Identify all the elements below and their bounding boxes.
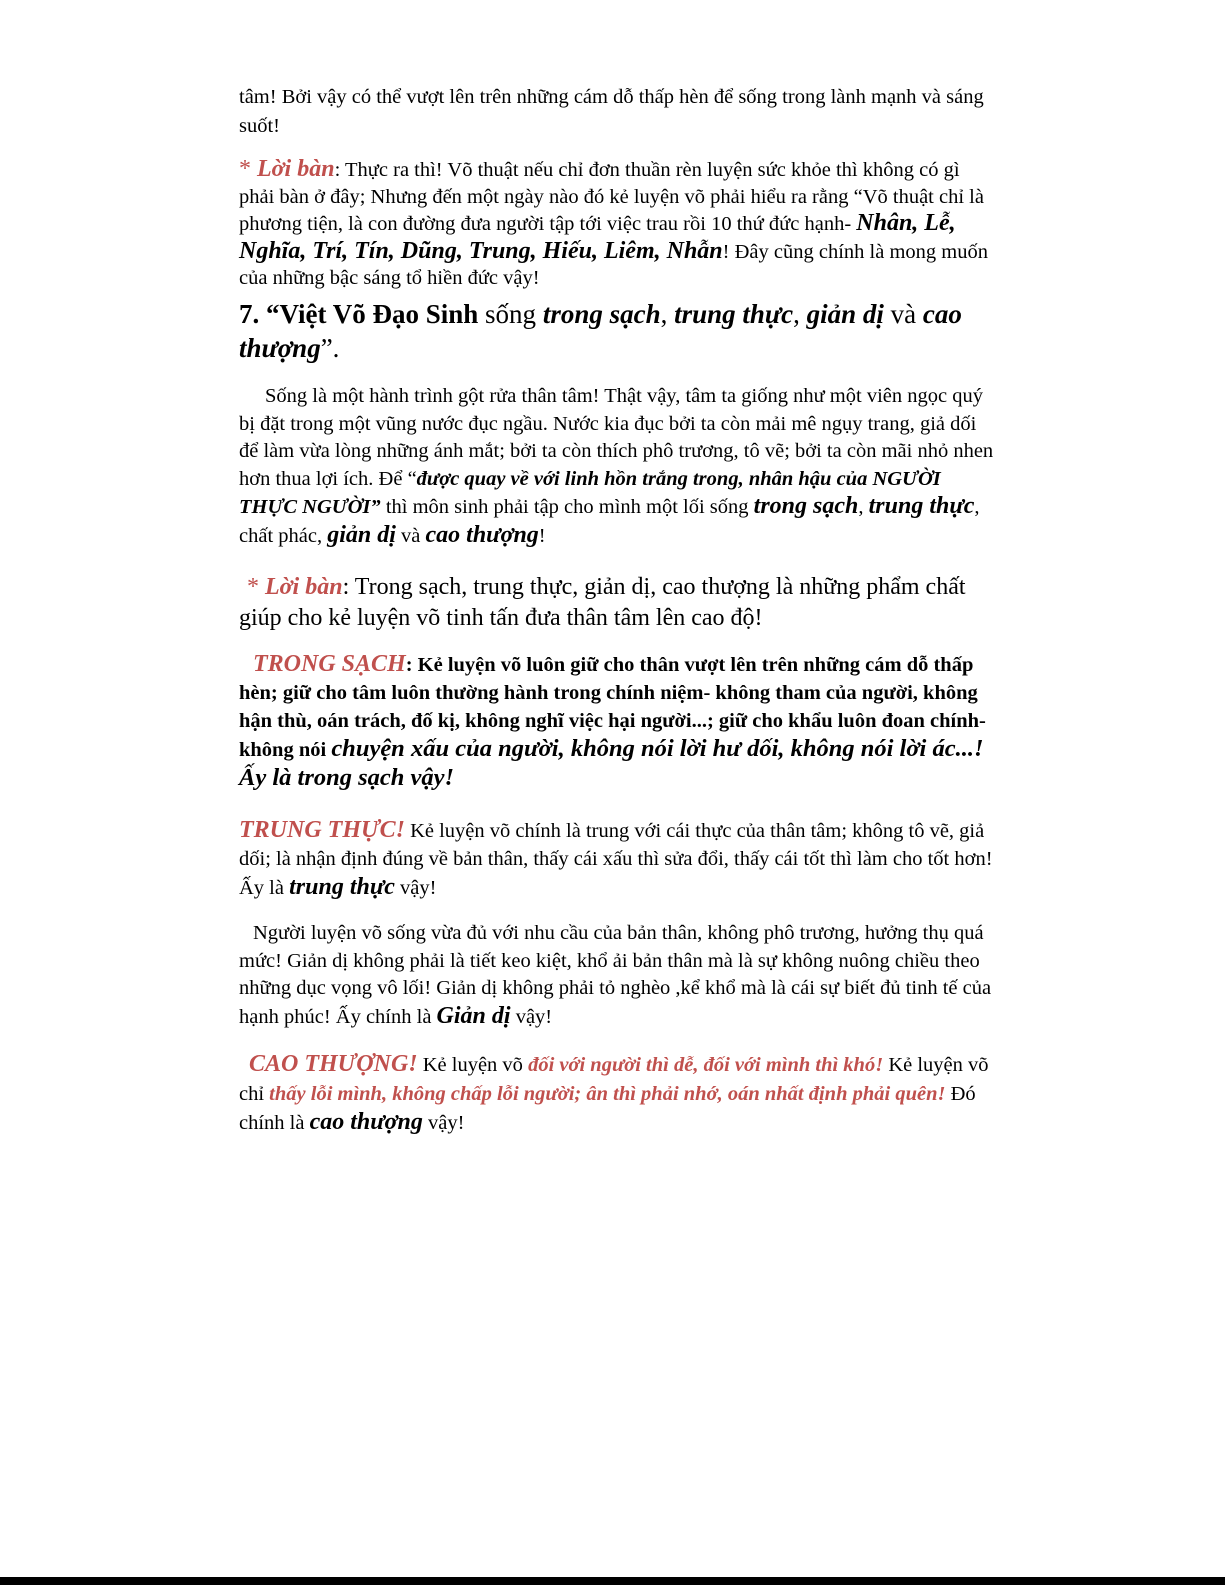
loi-ban-label: Lời bàn	[257, 156, 335, 182]
heading-comma: ,	[793, 299, 807, 329]
trung-thuc-emphasis: trung thực	[289, 874, 395, 900]
heading-virtue-3: giản dị	[806, 299, 884, 329]
intro-line-2: suốt!	[239, 115, 280, 137]
journey-comma: ,	[858, 496, 869, 518]
trung-thuc-label: TRUNG THỰC!	[239, 817, 405, 843]
cao-thuong-text-1: Kẻ luyện võ	[417, 1054, 529, 1076]
paragraph-gian-di	[239, 920, 999, 1031]
journey-end: !	[538, 524, 546, 547]
cao-thuong-emphasis: cao thượng	[309, 1109, 423, 1135]
cao-thuong-red-1: đối với người thì dễ, đối với mình thì khó!	[528, 1054, 884, 1076]
star-marker: *	[247, 574, 265, 600]
trong-sach-text: : Kẻ luyện võ luôn giữ cho thân vượt lên trên những cám dỗ thấp hèn; giữ cho tâm luôn thường hành trong chính niệm- không tham của người, không hận thù, oán trách, đố kị, không nghĩ việc hại người...; giữ cho khẩu luôn đoan chính- không nói	[239, 654, 986, 761]
heading-end: ”.	[320, 333, 340, 363]
gian-di-emphasis: Giản dị	[436, 1002, 511, 1029]
paragraph-trong-sach	[239, 650, 994, 793]
section-heading-7	[239, 297, 999, 365]
trung-thuc-end: vậy!	[394, 877, 437, 899]
trong-sach-emphasis: chuyện xấu của người, không nói lời hư dối, không nói lời ác...! Ấy là trong sạch vậy!	[239, 735, 984, 791]
heading-virtue-1: trong sạch	[542, 299, 661, 329]
intro-line-1: tâm! Bởi vậy có thể vượt lên trên những cám dỗ thấp hèn để sống trong lành mạnh và sáng	[239, 86, 984, 108]
trong-sach-label: TRONG SẠCH	[253, 651, 406, 677]
journey-text-3: , chất phác,	[239, 496, 980, 547]
journey-text-1: Sống là một hành trình gột rửa thân tâm! Thật vậy, tâm ta giống như một viên ngọc quý bị đặt trong một vũng nước đục ngầu. Nước kia đục bởi ta còn mải mê ngụy trang, giả dối để làm vừa lòng những ánh mắt; bởi ta còn thích phô trương, tô vẽ; bởi ta còn mãi nhỏ nhen hơn thua lợi ích. Để “	[239, 385, 994, 490]
cao-thuong-text-3: Đó chính là	[239, 1082, 976, 1134]
loi-ban-label: Lời bàn	[265, 574, 343, 600]
cao-thuong-label: CAO THƯỢNG!	[249, 1051, 418, 1077]
heading-virtue-2: trung thực	[674, 299, 794, 329]
paragraph-loi-ban-1	[239, 156, 999, 292]
ten-virtues: Nhân, Lễ, Nghĩa, Trí, Tín, Dũng, Trung, Hiếu, Liêm, Nhẫn	[239, 210, 956, 264]
heading-word: và	[883, 299, 923, 329]
gian-di-end: vậy!	[510, 1005, 553, 1028]
journey-virtue-2: trung thực	[868, 493, 975, 519]
paragraph-cao-thuong	[239, 1050, 999, 1138]
cao-thuong-red-2: thấy lỗi mình, không chấp lỗi người; ân thì phải nhớ, oán nhất định phải quên!	[269, 1082, 946, 1105]
journey-word: và	[395, 524, 426, 547]
loi-ban-lead: : Thực ra thì! Võ thuật nếu chỉ đơn thuần rèn luyện sức khỏe thì không có gì phải bàn ở đây; Nhưng đến một ngày nào đó kẻ luyện võ phải hiểu ra rằng “Võ thuật chỉ là phương tiện, là con đường đưa người tập tới việc trau rồi 10 thứ đức hạnh-	[239, 159, 984, 235]
journey-quote: được quay về với linh hồn trắng trong, nhân hậu của NGƯỜI THỰC NGƯỜI”	[239, 467, 941, 518]
cao-thuong-end: vậy!	[422, 1112, 465, 1134]
journey-virtue-1: trong sạch	[753, 493, 859, 519]
paragraph-intro	[239, 83, 1009, 141]
paragraph-trung-thuc	[239, 816, 999, 902]
heading-virtue-4: cao thượng	[239, 299, 962, 363]
bottom-edge-bar	[0, 1577, 1225, 1585]
journey-virtue-3: giản dị	[327, 521, 396, 548]
paragraph-journey	[239, 383, 999, 550]
loi-ban-text: : Trong sạch, trung thực, giản dị, cao thượng là những phẩm chất giúp cho kẻ luyện võ tinh tấn đưa thân tâm lên cao độ!	[239, 574, 966, 631]
gian-di-text: Người luyện võ sống vừa đủ với nhu cầu của bản thân, không phô trương, hưởng thụ quá mức! Giản dị không phải là tiết keo kiệt, khổ ải bản thân mà là sự không nuông chiều theo những dục vọng vô lối! Giản dị không phải tỏ nghèo ,kể khổ mà là cái sự biết đủ tinh tế của hạnh phúc! Ấy chính là	[239, 922, 992, 1028]
cao-thuong-text-2: Kẻ luyện võ chỉ	[239, 1054, 989, 1105]
paragraph-loi-ban-2	[239, 572, 979, 634]
journey-virtue-4: cao thượng	[425, 521, 539, 548]
heading-word: sống	[478, 299, 543, 329]
heading-comma: ,	[660, 299, 675, 329]
loi-ban-tail: ! Đây cũng chính là mong muốn của những bậc sáng tổ hiền đức vậy!	[239, 240, 988, 289]
heading-title: 7. “Việt Võ Đạo Sinh	[239, 299, 479, 329]
trung-thuc-text: Kẻ luyện võ chính là trung với cái thực của thân tâm; không tô vẽ, giả dối; là nhận định đúng về bản thân, thấy cái xấu thì sửa đổi, thấy cái tốt thì làm cho tốt hơn! Ấy là	[239, 820, 993, 899]
journey-text-2: thì môn sinh phải tập cho mình một lối sống	[380, 496, 754, 518]
star-marker: *	[239, 156, 257, 182]
